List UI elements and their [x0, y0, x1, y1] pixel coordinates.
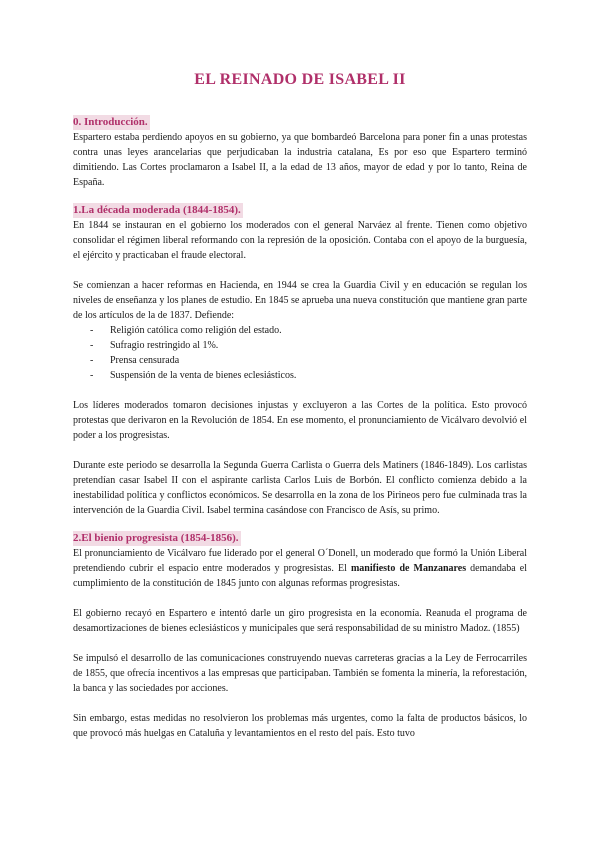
section-heading: 1.La década moderada (1844-1854).: [73, 204, 241, 216]
list-marker: -: [90, 355, 94, 366]
paragraph: [73, 546, 527, 591]
spacer: [73, 383, 527, 398]
paragraph-text: El pronunciamiento de Vicálvaro fue liderado por el general O´Donell, un moderado que formó la Unión Liberal pretendiendo cubrir el espacio entre moderados y progresistas. El: [73, 548, 527, 574]
list-item-text: Sufragio restringido al 1%.: [110, 340, 219, 351]
section-decada-moderada: [73, 200, 527, 518]
list-marker: -: [90, 325, 94, 336]
section-bienio-progresista: [73, 528, 527, 741]
constitution-list: [73, 323, 527, 383]
paragraph: Sin embargo, estas medidas no resolvieron los problemas más urgentes, como la falta de productos básicos, lo que provocó más huelgas en Cataluña y levantamientos en el resto del país. Esto tuvo: [73, 713, 527, 739]
list-item: [73, 323, 527, 338]
spacer: [73, 263, 527, 278]
paragraph: En 1844 se instauran en el gobierno los moderados con el general Narváez al frente. Tienen como objetivo consolidar el régimen liberal reformando con la represión de la oposición. Contaba con el apoyo de la burguesía, el ejército y practicaban el fraude electoral.: [73, 220, 527, 261]
bold-term: manifiesto de Manzanares: [350, 563, 467, 574]
paragraph-text: demandaba el cumplimiento de la constitución de 1845 junto con algunas reformas progresistas.: [73, 563, 527, 589]
list-item: [73, 353, 527, 368]
list-item: [73, 338, 527, 353]
list-item-text: Suspensión de la venta de bienes eclesiásticos.: [110, 370, 297, 381]
list-item-text: Prensa censurada: [110, 355, 180, 366]
paragraph: Espartero estaba perdiendo apoyos en su gobierno, ya que bombardeó Barcelona para poner fin a unas protestas contra unas leyes arancelarias que perjudicaban la industria catalana, Es por eso que Espartero terminó dimitiendo. Las Cortes proclamaron a Isabel II, a la edad de 13 años, mayor de edad y por lo tanto, Reina de España.: [73, 132, 527, 188]
section-introduccion: [73, 112, 527, 190]
paragraph: Se comienzan a hacer reformas en Hacienda, en 1944 se crea la Guardia Civil y en educación se regulan los niveles de enseñanza y los planes de estudio. En 1845 se aprueba una nueva constitución que mantiene gran parte de los artículos de la de 1837. Defiende:: [73, 280, 528, 321]
list-marker: -: [90, 340, 94, 351]
paragraph: Se impulsó el desarrollo de las comunicaciones construyendo nuevas carreteras gracias a la Ley de Ferrocarriles de 1855, que ofrecía incentivos a las empresas que participaban. También se fomenta la minería, la reforestación, la banca y las sociedades por acciones.: [73, 653, 527, 694]
document-title: EL REINADO DE ISABEL II: [194, 71, 406, 88]
list-item: [73, 368, 527, 383]
document-body: [73, 112, 527, 751]
section-heading: 0. Introducción.: [73, 116, 148, 128]
paragraph: Durante este periodo se desarrolla la Segunda Guerra Carlista o Guerra dels Matiners (1846-1849). Los carlistas pretendían casar Isabel II con el aspirante carlista Carlos Luis de Borbón. El conflicto comienza debido a la inestabilidad política y conflictos económicos. Se desarrolla en la zona de los Pirineos pero fue culminada tras la intervención de la Guardia Civil. Isabel termina casándose con Francisco de Asís, su primo.: [73, 460, 527, 516]
section-heading: 2.El bienio progresista (1854-1856).: [73, 532, 239, 544]
list-item-text: Religión católica como religión del estado.: [110, 325, 282, 336]
list-marker: -: [90, 370, 94, 381]
paragraph: El gobierno recayó en Espartero e intentó darle un giro progresista en la economía. Reanuda el programa de desamortizaciones de bienes eclesiásticos y municipales que será responsabilidad de su ministro Madoz. (1855): [73, 608, 527, 634]
paragraph: Los líderes moderados tomaron decisiones injustas y excluyeron a las Cortes de la política. Esto provocó protestas que derivaron en la Revolución de 1854. En ese momento, el pronunciamiento de Vicálvaro devolvió el poder a los progresistas.: [73, 400, 527, 441]
